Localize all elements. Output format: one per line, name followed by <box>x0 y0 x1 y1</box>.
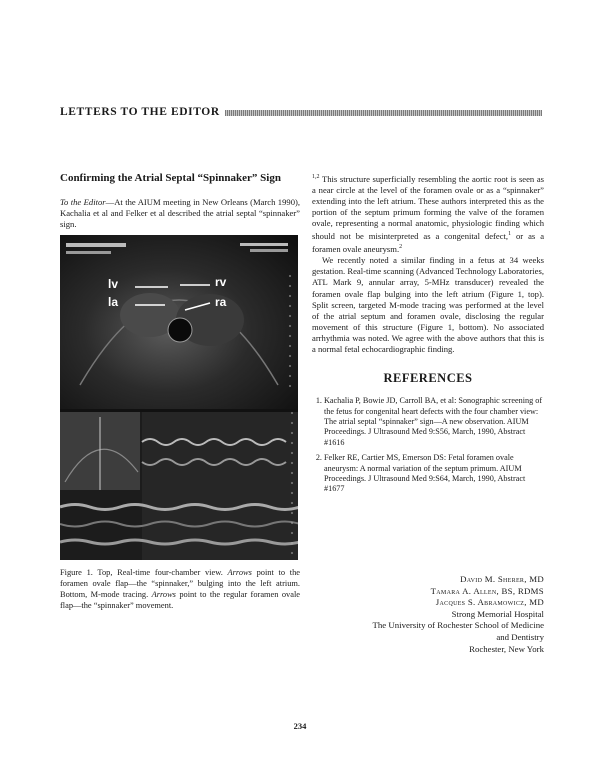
affiliation-line: The University of Rochester School of Medicine <box>372 620 544 631</box>
caption-label: Figure 1. <box>60 568 93 578</box>
page-number: 234 <box>293 721 307 731</box>
references-heading: REFERENCES <box>383 371 473 386</box>
figure-1 <box>60 235 298 560</box>
section-title: LETTERS TO THE EDITOR <box>60 106 220 118</box>
label-left-ventricle: lv <box>108 277 119 292</box>
realtime-four-chamber-image <box>60 235 298 409</box>
signature-block <box>373 574 545 655</box>
label-right-atrium: ra <box>215 295 227 310</box>
left-column <box>60 172 300 611</box>
affiliation-line: and Dentistry <box>496 631 544 642</box>
author-name: David M. Sherer, MD <box>460 574 544 584</box>
caption-arrows-2: Arrows <box>151 589 176 599</box>
section-header <box>60 106 542 120</box>
affiliation-line: Rochester, New York <box>469 643 544 654</box>
citation-2: 2 <box>399 244 403 251</box>
caption-arrows-1: Arrows <box>227 568 252 578</box>
label-right-ventricle: rv <box>215 275 227 290</box>
caption-part-c: point to the regular foramen ovale flap—the “spinnaker” movement. <box>60 589 300 610</box>
m-mode-tracing-image <box>60 412 298 560</box>
reference-item: 1. Kachalia P, Bowie JD, Carroll BA, et al: Sonographic screening of the fetus for congenital heart defects with the four chamber view: The atrial septal “spinnaker” sign—A new observation. AIUM Proceedings. J Ultrasound Med 9:S56, March, 1990, Abstract #1616 <box>324 396 544 448</box>
affiliation-line: Strong Memorial Hospital <box>451 608 544 619</box>
header-rule <box>225 110 542 116</box>
label-left-atrium: la <box>108 295 119 310</box>
article-title: Confirming the Atrial Septal “Spinnaker” Sign <box>60 172 281 184</box>
ultrasound-scan <box>60 235 298 409</box>
right-column <box>312 172 544 500</box>
reference-item: 2. Felker RE, Cartier MS, Emerson DS: Fetal foramen ovale aneurysm: A normal variation of the septum primum. AIUM Proceedings. J Ultrasound Med 9:S64, March, 1990, Abstract #1677 <box>324 453 544 495</box>
letter-paragraph-1-cont <box>312 172 544 255</box>
paragraph-1-body: This structure superficially resembling the aortic root is seen as a near circle at the level of the foramen ovale or as a “spinnaker” extending into the left atrium. These authors interpreted this as the portion of the septum primum forming the valve of the foramen ovale, representing a normal anatomic, physiologic finding which should not be misinterpreted as a congenital defect, <box>312 173 544 242</box>
citation-1: 1 <box>508 231 512 238</box>
author-name: Tamara A. Allen, BS, RDMS <box>430 585 544 596</box>
reference-list <box>312 396 544 495</box>
caption-part-a: Top, Real-time four-chamber view. <box>92 568 228 578</box>
letter-paragraph-2: We recently noted a similar finding in a fetus at 34 weeks gestation. Real-time scanning (Advanced Technology Laboratories, ATL Mark 9, annular array, 5-MHz transducer) revealed the foramen ovale flap bulging into the left atrium (Figure 1, top). Split screen, targeted M-mode tracing was performed at the level of the atrial septum and foramen ovale, disclosing the regular movement of this structure (Figure 1, bottom). No associated arrhythmia was noted. We agree with the above authors that this is a normal fetal echocardiographic finding. <box>312 255 544 354</box>
m-mode-trace <box>60 412 298 560</box>
caption-part-b: point to the foramen ovale flap—the “spinnaker,” bulging into the left atrium. Bottom, M-mode tracing. <box>60 568 300 599</box>
salutation: To the Editor <box>60 197 106 207</box>
paragraph-1-opening: —At the AIUM meeting in New Orleans (March 1990), Kachalia et al and Felker et al described the atrial septal “spinnaker” sign. <box>60 197 301 230</box>
figure-caption <box>60 568 300 611</box>
citation-1-2: 1,2 <box>312 174 320 180</box>
author-name: Jacques S. Abramowicz, MD <box>435 597 544 608</box>
paragraph-1-end: or as a foramen ovale aneurysm. <box>312 231 545 255</box>
letter-paragraph-1-start <box>60 197 300 230</box>
